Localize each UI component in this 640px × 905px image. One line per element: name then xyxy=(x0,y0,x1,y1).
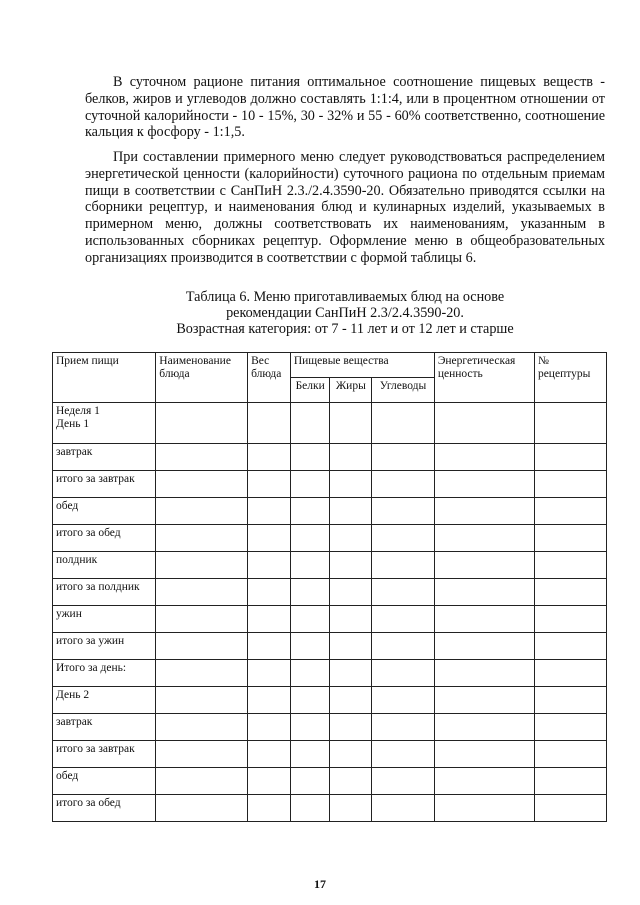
paragraph-menu-rules: При составлении примерного меню следует руководствоваться распределением энергетической ценности (калорийности) суточного рациона по отдельным приемам пищи в соответствии с СанПиН 2.3./2.4.3590-20. Обязательно приводятся ссылки на сборники рецептур, и наименования блюд и кулинарных изделий, указываемых в примерном меню, должны соответствовать их наименованиям, указанным в использованных сборниках рецептур. Оформление меню в общеобразовательных организациях производится в соответствии с формой таблицы 6. xyxy=(85,149,605,266)
table-cell xyxy=(372,498,435,525)
table-row xyxy=(53,768,607,795)
table-cell xyxy=(248,444,291,471)
header-carbs: Углеводы xyxy=(372,378,435,403)
table-cell xyxy=(156,403,248,444)
table-cell xyxy=(330,579,372,606)
row-label: обед xyxy=(53,498,156,525)
table-cell xyxy=(434,714,534,741)
table-row xyxy=(53,525,607,552)
table-cell xyxy=(290,471,330,498)
table-cell xyxy=(534,633,606,660)
row-label xyxy=(53,403,156,444)
table-row xyxy=(53,741,607,768)
table-cell xyxy=(330,633,372,660)
table-cell xyxy=(534,741,606,768)
table-cell xyxy=(156,741,248,768)
table-cell xyxy=(434,795,534,822)
table-cell xyxy=(434,606,534,633)
table-cell xyxy=(290,498,330,525)
table-cell xyxy=(534,403,606,444)
table-cell xyxy=(534,606,606,633)
row-label: итого за обед xyxy=(53,795,156,822)
table-cell xyxy=(372,525,435,552)
table-cell xyxy=(248,795,291,822)
table-row xyxy=(53,471,607,498)
table-cell xyxy=(372,633,435,660)
table-cell xyxy=(290,633,330,660)
row-label-week: Неделя 1 xyxy=(56,405,100,417)
page-number: 17 xyxy=(314,877,326,891)
table-cell xyxy=(534,687,606,714)
table-cell xyxy=(372,471,435,498)
table-cell xyxy=(248,579,291,606)
table-cell xyxy=(290,403,330,444)
table-cell xyxy=(372,552,435,579)
table-cell xyxy=(156,471,248,498)
table-row xyxy=(53,498,607,525)
table-cell xyxy=(330,444,372,471)
table-cell xyxy=(330,660,372,687)
table-row xyxy=(53,795,607,822)
row-label: Итого за день: xyxy=(53,660,156,687)
table-cell xyxy=(372,660,435,687)
header-dish: Наименование блюда xyxy=(156,353,248,403)
table-cell xyxy=(290,714,330,741)
row-label: итого за полдник xyxy=(53,579,156,606)
table-cell xyxy=(290,552,330,579)
table-cell xyxy=(156,498,248,525)
table-cell xyxy=(248,606,291,633)
table-cell xyxy=(290,768,330,795)
row-label: итого за ужин xyxy=(53,633,156,660)
table-cell xyxy=(330,552,372,579)
table-cell xyxy=(434,768,534,795)
row-label: итого за обед xyxy=(53,525,156,552)
row-label: итого за завтрак xyxy=(53,471,156,498)
table-cell xyxy=(156,525,248,552)
table-cell xyxy=(330,714,372,741)
header-meal: Прием пищи xyxy=(53,353,156,403)
table-cell xyxy=(290,579,330,606)
table-cell xyxy=(434,552,534,579)
table-row xyxy=(53,552,607,579)
table-cell xyxy=(372,579,435,606)
table-cell xyxy=(534,714,606,741)
table-cell xyxy=(248,403,291,444)
table-cell xyxy=(434,498,534,525)
table-cell xyxy=(290,660,330,687)
table-cell xyxy=(372,444,435,471)
table-cell xyxy=(248,633,291,660)
table-cell xyxy=(372,687,435,714)
table-row xyxy=(53,579,607,606)
table-cell xyxy=(372,741,435,768)
table-cell xyxy=(290,606,330,633)
table-cell xyxy=(330,471,372,498)
table-cell xyxy=(534,552,606,579)
table-cell xyxy=(330,403,372,444)
table-cell xyxy=(534,498,606,525)
row-label: завтрак xyxy=(53,444,156,471)
table-cell xyxy=(290,687,330,714)
table-cell xyxy=(330,525,372,552)
table-cell xyxy=(330,768,372,795)
table-row xyxy=(53,444,607,471)
table-cell xyxy=(372,403,435,444)
paragraph-nutrient-ratio: В суточном рационе питания оптимальное соотношение пищевых веществ - белков, жиров и углеводов должно составлять 1:1:4, или в процентном отношении от суточной калорийности - 10 - 15%, 30 - 32% и 55 - 60% соответственно, соотношение кальция к фосфору - 1:1,5. xyxy=(85,74,605,141)
table-cell xyxy=(372,714,435,741)
table-cell xyxy=(156,660,248,687)
table-cell xyxy=(156,606,248,633)
table-cell xyxy=(534,444,606,471)
table-cell xyxy=(248,498,291,525)
table-cell xyxy=(434,444,534,471)
table-cell xyxy=(290,444,330,471)
table-cell xyxy=(248,525,291,552)
row-label: ужин xyxy=(53,606,156,633)
table-cell xyxy=(330,606,372,633)
header-nutrients: Пищевые вещества xyxy=(290,353,434,378)
table-row xyxy=(53,660,607,687)
table-cell xyxy=(330,498,372,525)
table-cell xyxy=(534,768,606,795)
table-cell xyxy=(248,741,291,768)
table-cell xyxy=(434,525,534,552)
table-cell xyxy=(156,552,248,579)
header-fats: Жиры xyxy=(330,378,372,403)
table-cell xyxy=(248,660,291,687)
table-caption-reference: рекомендации СанПиН 2.3/2.4.3590-20. xyxy=(226,305,464,321)
table-cell xyxy=(372,795,435,822)
table-cell xyxy=(534,579,606,606)
table-cell xyxy=(434,633,534,660)
row-label: завтрак xyxy=(53,714,156,741)
header-proteins: Белки xyxy=(290,378,330,403)
table-cell xyxy=(330,687,372,714)
row-label-day: День 1 xyxy=(56,418,90,430)
table-cell xyxy=(248,471,291,498)
table-cell xyxy=(290,795,330,822)
table-cell xyxy=(290,525,330,552)
table-cell xyxy=(290,741,330,768)
table-cell xyxy=(534,471,606,498)
table-cell xyxy=(156,687,248,714)
table-cell xyxy=(534,795,606,822)
table-row xyxy=(53,714,607,741)
table-cell xyxy=(248,714,291,741)
table-cell xyxy=(156,444,248,471)
table-cell xyxy=(248,687,291,714)
header-weight: Вес блюда xyxy=(248,353,291,403)
table-cell xyxy=(156,795,248,822)
table-cell xyxy=(156,633,248,660)
row-label: полдник xyxy=(53,552,156,579)
table-cell xyxy=(434,741,534,768)
table-caption-title: Таблица 6. Меню приготавливаемых блюд на основе xyxy=(185,289,505,305)
table-cell xyxy=(330,741,372,768)
table-cell xyxy=(434,660,534,687)
row-label: обед xyxy=(53,768,156,795)
table-cell xyxy=(434,579,534,606)
table-row xyxy=(53,606,607,633)
table-cell xyxy=(534,660,606,687)
menu-table xyxy=(52,352,607,822)
table-cell xyxy=(434,471,534,498)
row-label: День 2 xyxy=(53,687,156,714)
table-cell xyxy=(156,579,248,606)
table-cell xyxy=(248,552,291,579)
table-cell xyxy=(534,525,606,552)
table-caption-age: Возрастная категория: от 7 - 11 лет и от 12 лет и старше xyxy=(176,321,514,337)
table-cell xyxy=(372,768,435,795)
table-cell xyxy=(372,606,435,633)
row-label: итого за завтрак xyxy=(53,741,156,768)
table-row xyxy=(53,633,607,660)
header-recipe: № рецептуры xyxy=(534,353,606,403)
table-cell xyxy=(330,795,372,822)
table-cell xyxy=(434,403,534,444)
header-energy: Энергетическая ценность xyxy=(434,353,534,403)
table-cell xyxy=(434,687,534,714)
table-cell xyxy=(248,768,291,795)
table-cell xyxy=(156,714,248,741)
table-cell xyxy=(156,768,248,795)
table-row xyxy=(53,403,607,444)
table-row xyxy=(53,687,607,714)
